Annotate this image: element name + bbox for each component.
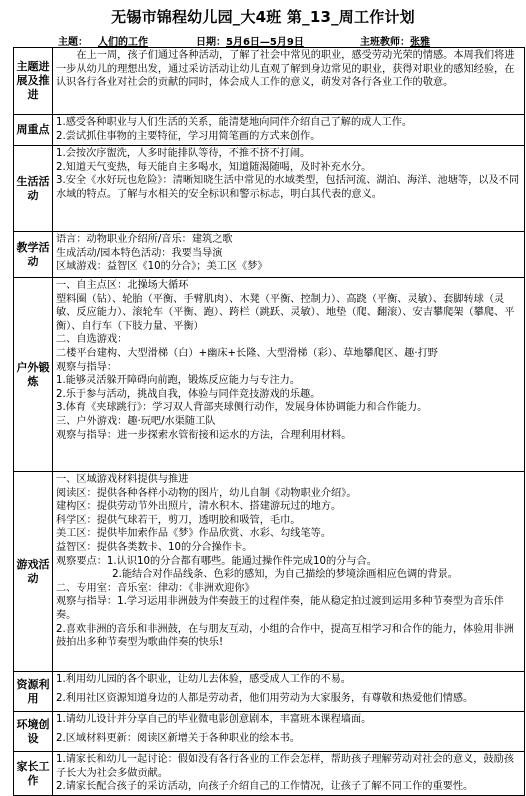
content-line: 观察与指导：进一步探索水管衔接和运水的方法，合理利用材料。 — [56, 429, 352, 441]
theme-label: 主题： — [58, 37, 88, 48]
content-line: 三、户外游戏：趣·玩吧/水渠随工队 — [56, 415, 216, 427]
teacher-label: 主班教师： — [360, 37, 410, 48]
theme-value: 人们的工作 — [98, 37, 148, 48]
row-header: 周重点 — [14, 115, 53, 146]
content-line: 建构区：提供劳动节外出照片，清水积木、搭建游玩过的地方。 — [56, 501, 342, 513]
content-line: 观察要点：1.认识10的分合都有哪些。能通过操作件完成10的分与合。 — [56, 555, 377, 567]
content-line: 3.安全《水好玩也危险》：清晰知晓生活中常见的水域类型，包括河流、湖泊、海洋、池塘等，以及不同水域的特点。了解与水相关的安全标识和警示标志，明白其代表的意义。 — [56, 175, 520, 200]
row-theme-progress — [14, 48, 525, 115]
row-teaching — [14, 232, 525, 278]
content-line: 1.利用幼儿园的各个职业，让幼儿去体验，感受成人工作的不易。 — [56, 674, 351, 685]
content-line: 益智区：提供各类数卡、10的分合操作卡。 — [56, 541, 253, 553]
content-line: 2.利用社区资源知道身边的人都是劳动者，他们用劳动为大家服务，有尊敬和热爱他们情感。 — [56, 692, 474, 704]
content-line: 2.尝试抓住事物的主要特征，学习用简笔画的方式来创作。 — [56, 130, 321, 142]
content-line: 2.区域材料更新：阅读区新增关于各种职业的绘本书。 — [56, 732, 301, 744]
content-line: 一、区域游戏材料提供与推进 — [56, 474, 189, 485]
row-content — [53, 672, 525, 712]
row-weekly-focus — [14, 115, 525, 146]
content-line: 1.能够灵活躲开障碍向前跑，锻炼反应能力与专注力。 — [56, 375, 301, 387]
row-content — [53, 146, 525, 232]
content-line: 阅读区：提供各种各样小动物的图片，幼儿自制《动物职业介绍》。 — [56, 487, 357, 499]
content-line: 1.请幼儿设计并分享自己的毕业微电影创意剧本，丰富班本课程墙面。 — [56, 714, 372, 725]
row-header: 游戏活动 — [14, 472, 53, 672]
content-line: 二、自选游戏： — [56, 334, 128, 346]
content-line: 1.会按次序盥洗，人多时能排队等待，不推不挤不打闹。 — [56, 148, 311, 159]
content-line: 科学区：提供气球若干，剪刀，透明胶和吸管，毛巾。 — [56, 514, 301, 526]
content-line: 二楼平台建构、大型滑梯（白）+幽床+长隆、大型滑梯（彩）、草地攀爬区、趣·打野 — [56, 347, 438, 359]
content-line: 观察与指导： — [56, 361, 118, 373]
row-outdoor — [14, 278, 525, 472]
row-header: 生活活动 — [14, 146, 53, 232]
content-line: 1.请家长和幼儿一起讨论：假如没有各行各业的工作会怎样，帮助孩子理解劳动对社会的意义，鼓励孩子长大为社会多做贡献。 — [56, 754, 514, 779]
row-content — [53, 48, 525, 115]
content-line: 2.请家长配合孩子的采访活动，向孩子介绍自己的工作情况，让孩子了解不同工作的重要性。 — [56, 781, 474, 793]
row-daily-life — [14, 146, 525, 232]
content-line: 美工区：提供毕加索作品《梦》作品欣赏、水彩、勾线笔等。 — [56, 528, 332, 540]
content-line: 2.知道天气变热，每天能自主多喝水，知道随渴随喝，及时补充水分。 — [56, 161, 372, 173]
teacher-info — [360, 33, 430, 48]
row-header: 资源利用 — [14, 672, 53, 712]
row-header: 主题进展及推进 — [14, 48, 53, 115]
row-header: 环境创设 — [14, 712, 53, 752]
content-line: 区域游戏：益智区《10的分合》；美工区《梦》 — [56, 261, 268, 273]
row-games — [14, 472, 525, 672]
content-line: 观察与指导：1.学习运用非洲鼓为伴奏鼓王的过程伴奏，能从稳定拍过渡到运用多种节奏型为音乐伴奏。 — [56, 596, 504, 621]
row-environment — [14, 712, 525, 752]
content-line: 在上一周，孩子们通过各种活动，了解了社会中常见的职业，感受劳动光荣的情感。本周我们将进一步从幼儿的理想出发，通过采访活动让幼儿直观了解到身边常见的职业，获得对职业的感知经验，在认识各行各业对社会的贡献的同时，体会成人工作的意义，萌发对各行各业工作的敬意。 — [56, 50, 515, 89]
content-line: 生成活动/园本特色活动：我要当导演 — [56, 247, 223, 259]
row-content — [53, 232, 525, 278]
row-content — [53, 115, 525, 146]
content-line: 一、自主点区：北操场大循环 — [56, 280, 189, 291]
content-line: 3.体育《夹球跳行》：学习双人背部夹球侧行动作，发展身体协调能力和合作能力。 — [56, 402, 428, 414]
plan-table — [13, 47, 525, 796]
date-label: 日期： — [196, 37, 226, 48]
content-line: 塑料圈（钻）、轮胎（平衡、手臂肌肉）、木凳（平衡、控制力）、高跷（平衡、灵敏）、套脚转球（灵敏、反应能力）、滚轮车（平衡、跑）、跨栏（跳跃、灵敏）、地垫（爬、翻滚）、安吉攀爬架（攀爬、平衡）、自行车（下肢力量、平衡） — [56, 293, 515, 332]
row-resources — [14, 672, 525, 712]
row-content — [53, 278, 525, 472]
row-content — [53, 472, 525, 672]
row-header: 户外锻炼 — [14, 278, 53, 472]
teacher-value: 张雅 — [410, 37, 430, 48]
row-parents — [14, 752, 525, 796]
content-line: 2.喜欢非洲的音乐和非洲鼓，在与朋友互动，小组的合作中，提高互相学习和合作的能力，体验用非洲鼓拍出多种节奏型为歌曲伴奏的快乐! — [56, 623, 514, 649]
content-line: 2.能结合对作品线条、色彩的感知，为自己描绘的梦境涂画相应色调的背景。 — [112, 569, 458, 581]
content-line: 1.感受各种职业与人们生活的关系，能清楚地向同伴介绍自己了解的成人工作。 — [56, 117, 413, 128]
page-title: 无锡市锦程幼儿园_大4班 第_13_周工作计划 — [111, 8, 415, 26]
row-content — [53, 712, 525, 752]
date-info — [196, 33, 304, 48]
row-header: 家长工作 — [14, 752, 53, 796]
content-line: 语言：动物职业介绍所/音乐：建筑之歌 — [56, 234, 233, 245]
content-line: 2.乐于参与活动，挑战自我，体验与同伴竞技游戏的乐趣。 — [56, 388, 321, 400]
row-content — [53, 752, 525, 796]
row-header: 教学活动 — [14, 232, 53, 278]
content-line: 二、专用室：音乐室：律动：《非洲欢迎你》 — [56, 582, 255, 594]
theme-info — [58, 33, 148, 48]
date-value: 5月6日—5月9日 — [226, 37, 304, 48]
